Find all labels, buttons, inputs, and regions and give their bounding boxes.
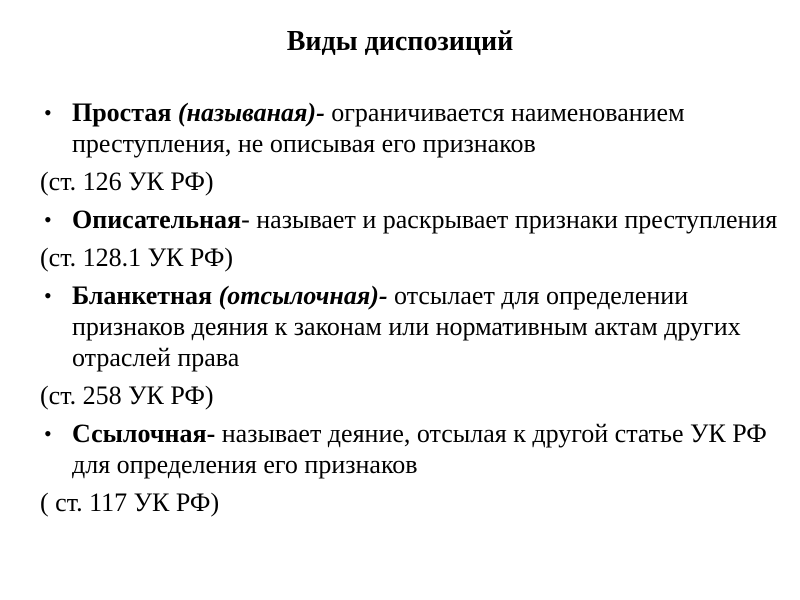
article-reference: (ст. 258 УК РФ): [40, 381, 214, 410]
slide-title: Виды диспозиций: [286, 26, 514, 57]
term-name: Описательная: [72, 205, 242, 234]
term-alias: (называная): [177, 98, 317, 127]
term-name: Ссылочная: [72, 419, 207, 448]
term-description: ограничивается наименованием преступления, не описывая его признаков: [72, 98, 685, 158]
bullet-item-reference: [40, 418, 780, 480]
slide-content: [40, 97, 780, 525]
bullet-dot-icon: •: [44, 100, 52, 125]
article-reference: (ст. 126 УК РФ): [40, 167, 214, 196]
bullet-item-simple: [40, 97, 780, 159]
term-dash: -: [241, 205, 250, 234]
term-name: Бланкетная: [72, 281, 213, 310]
term-alias: (отсылочная): [218, 281, 379, 310]
article-reference: (ст. 128.1 УК РФ): [40, 243, 234, 272]
term-dash: -: [316, 98, 325, 127]
article-reference: ( ст. 117 УК РФ): [40, 488, 220, 517]
bullet-item-descriptive: [40, 204, 780, 235]
term-description: называет и раскрывает признаки преступления: [249, 205, 778, 234]
bullet-dot-icon: •: [44, 421, 52, 446]
bullet-dot-icon: •: [44, 207, 52, 232]
term-name: Простая: [72, 98, 172, 127]
term-description: отсылает для определении признаков деяния к законам или нормативным актам других отраслей права: [72, 281, 741, 372]
term-description: называет деяние, отсылая к другой статье УК РФ для определения его признаков: [72, 419, 767, 479]
bullet-dot-icon: •: [44, 283, 52, 308]
bullet-item-blanket: [40, 280, 780, 373]
term-dash: -: [206, 419, 216, 448]
term-dash: -: [378, 281, 388, 310]
